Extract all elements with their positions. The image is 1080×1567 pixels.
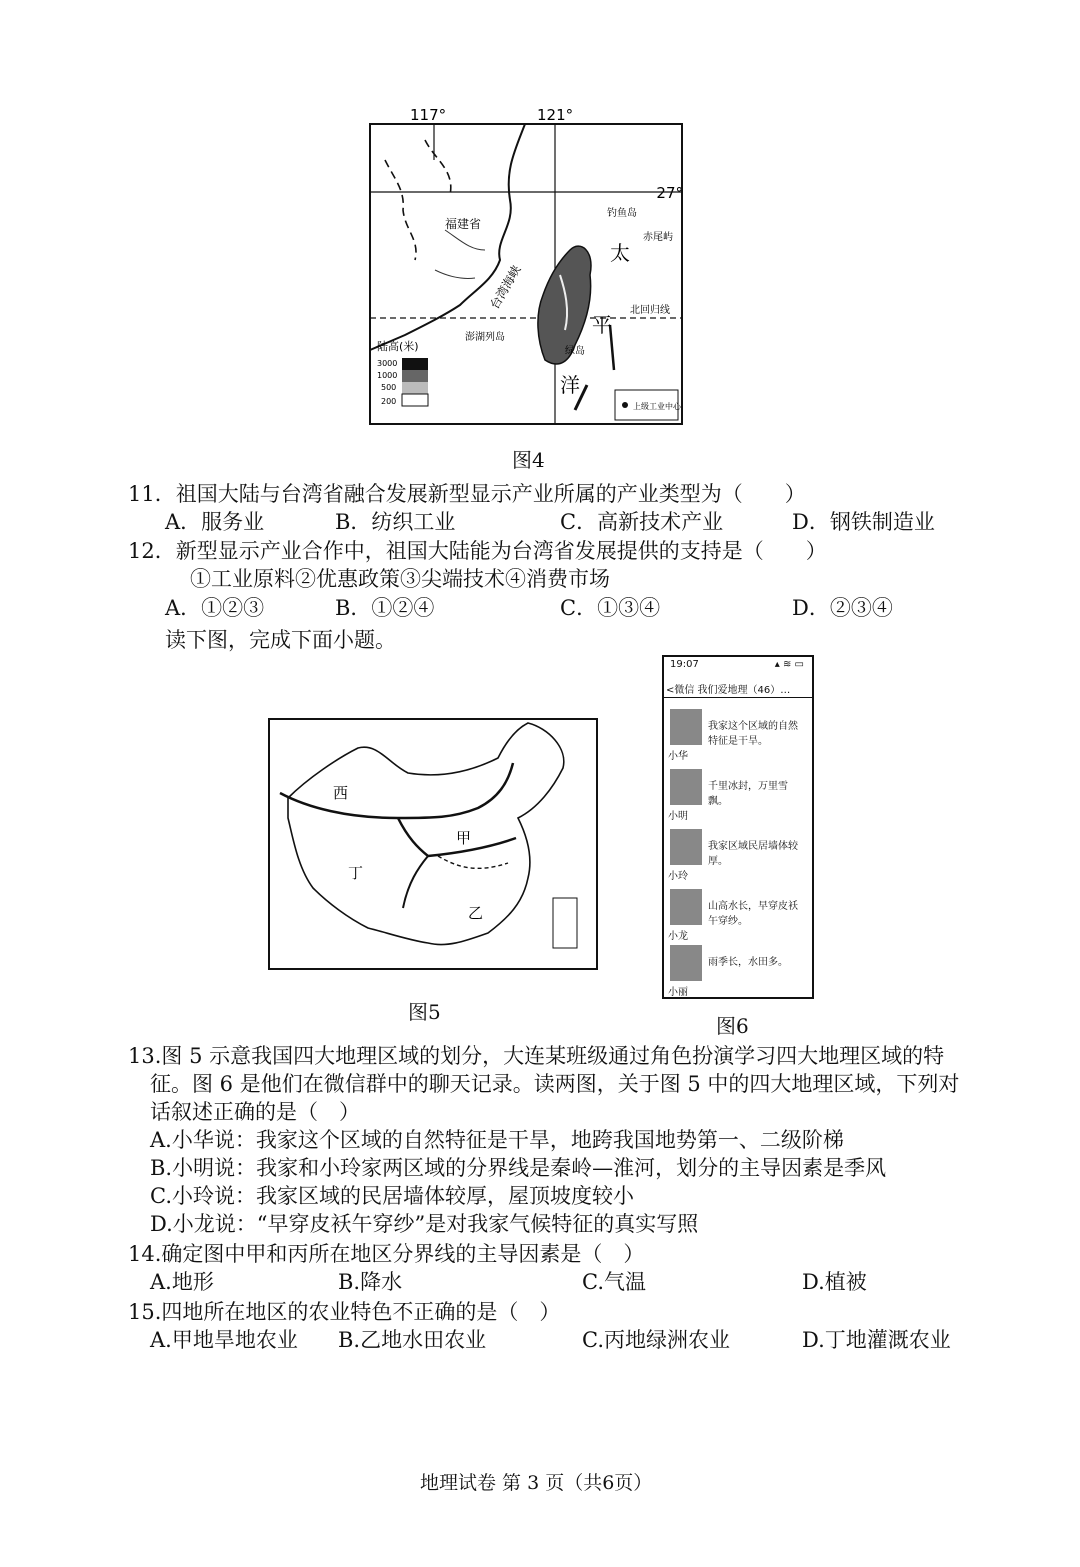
question-14-stem: 14.确定图中甲和丙所在地区分界线的主导因素是（ ） bbox=[128, 1242, 645, 1266]
section-intro: 读下图，完成下面小题。 bbox=[165, 628, 396, 652]
place-2-label: 赤尾屿 bbox=[643, 232, 673, 243]
message-2-name: 小明 bbox=[668, 811, 688, 822]
legend-level-2: 1000 bbox=[377, 371, 398, 380]
q12-option-b[interactable]: B．①②④ bbox=[335, 596, 435, 620]
region-xi-label: 西 bbox=[333, 784, 349, 802]
message-4-name: 小龙 bbox=[668, 931, 688, 942]
figure-5-map bbox=[268, 718, 598, 970]
ocean-char-2: 平 bbox=[592, 313, 612, 337]
q13-option-d[interactable]: D.小龙说：“早穿皮袄午穿纱”是对我家气候特征的真实写照 bbox=[150, 1212, 699, 1236]
q15-option-a[interactable]: A.甲地旱地农业 bbox=[150, 1328, 298, 1352]
lon-121-label: 121° bbox=[537, 106, 574, 124]
q15-option-c[interactable]: C.丙地绿洲农业 bbox=[582, 1328, 730, 1352]
region-jia-label: 甲 bbox=[456, 829, 472, 847]
avatar bbox=[670, 889, 702, 925]
question-13-stem-line-3: 话叙述正确的是（ ） bbox=[150, 1100, 360, 1124]
industry-center-symbol bbox=[622, 402, 628, 408]
legend-swatch-200 bbox=[402, 394, 428, 406]
q12-option-c[interactable]: C．①③④ bbox=[560, 596, 661, 620]
question-12-stem: 12．新型显示产业合作中，祖国大陆能为台湾省发展提供的支持是（ ） bbox=[128, 539, 827, 563]
message-1-text: 我家这个区域的自然特征是干旱。 bbox=[708, 721, 798, 747]
place-4-label: 澎湖列岛 bbox=[465, 332, 505, 343]
legend-level-3: 500 bbox=[381, 383, 397, 392]
q12-option-d[interactable]: D．②③④ bbox=[792, 596, 893, 620]
q14-option-d[interactable]: D.植被 bbox=[802, 1270, 867, 1294]
q13-option-c[interactable]: C.小玲说：我家区域的民居墙体较厚，屋顶坡度较小 bbox=[150, 1184, 634, 1208]
legend-level-1: 3000 bbox=[377, 359, 398, 368]
avatar bbox=[670, 769, 702, 805]
q11-option-d[interactable]: D．钢铁制造业 bbox=[792, 510, 935, 534]
q11-option-b[interactable]: B．纺织工业 bbox=[335, 510, 456, 534]
legend-swatch-500 bbox=[402, 382, 428, 394]
q13-option-a[interactable]: A.小华说：我家这个区域的自然特征是干旱，地跨我国地势第一、二级阶梯 bbox=[150, 1128, 844, 1152]
q11-option-a[interactable]: A．服务业 bbox=[165, 510, 265, 534]
ocean-char-1: 太 bbox=[610, 241, 630, 265]
question-11-stem: 11．祖国大陆与台湾省融合发展新型显示产业所属的产业类型为（ ） bbox=[128, 482, 806, 506]
legend-swatch-1000 bbox=[402, 370, 428, 382]
figure-6-phone bbox=[662, 655, 814, 999]
figure-4-caption: 图4 bbox=[512, 448, 545, 472]
q15-option-d[interactable]: D.丁地灌溉农业 bbox=[802, 1328, 951, 1352]
message-2-text: 千里冰封，万里雪飘。 bbox=[708, 781, 788, 807]
legend-level-4: 200 bbox=[381, 397, 397, 406]
message-4-text: 山高水长，早穿皮袄午穿纱。 bbox=[708, 901, 798, 927]
message-5-name: 小丽 bbox=[668, 987, 688, 998]
place-3-label: 北回归线 bbox=[630, 305, 670, 316]
message-5-text: 雨季长，水田多。 bbox=[708, 957, 788, 968]
place-1-label: 钓鱼岛 bbox=[607, 208, 637, 219]
avatar bbox=[670, 709, 702, 745]
avatar bbox=[670, 829, 702, 865]
message-1-name: 小华 bbox=[668, 751, 688, 762]
figure-5-caption: 图5 bbox=[408, 1000, 441, 1024]
q14-option-c[interactable]: C.气温 bbox=[582, 1270, 646, 1294]
chat-title: <微信 我们爱地理（46）… bbox=[666, 685, 791, 696]
message-3-name: 小玲 bbox=[668, 871, 688, 882]
province-label: 福建省 bbox=[445, 217, 482, 231]
place-5-label: 绿岛 bbox=[565, 346, 585, 357]
q12-option-a[interactable]: A．①②③ bbox=[165, 596, 265, 620]
q11-option-c[interactable]: C．高新技术产业 bbox=[560, 510, 724, 534]
figure-4-map bbox=[365, 100, 695, 430]
legend-swatch-3000 bbox=[402, 358, 428, 370]
message-3-text: 我家区域民居墙体较厚。 bbox=[708, 841, 798, 867]
ocean-char-3: 洋 bbox=[560, 373, 580, 397]
region-yi-label: 乙 bbox=[468, 904, 484, 922]
q13-option-b[interactable]: B.小明说：我家和小玲家两区域的分界线是秦岭—淮河，划分的主导因素是季风 bbox=[150, 1156, 887, 1180]
q12-items: ①工业原料②优惠政策③尖端技术④消费市场 bbox=[190, 567, 610, 591]
q14-option-b[interactable]: B.降水 bbox=[338, 1270, 403, 1294]
legend-box-label: 上级工业中心 bbox=[633, 402, 681, 411]
strait-label: 台湾海峡 bbox=[487, 262, 524, 312]
region-ding-label: 丁 bbox=[348, 864, 364, 882]
question-13-stem-line-2: 征。图 6 是他们在微信群中的聊天记录。读两图，关于图 5 中的四大地理区域，下列对 bbox=[150, 1072, 960, 1096]
q14-option-a[interactable]: A.地形 bbox=[150, 1270, 214, 1294]
question-13-stem-line-1: 13.图 5 示意我国四大地理区域的划分，大连某班级通过角色扮演学习四大地理区域的特 bbox=[128, 1044, 945, 1068]
avatar bbox=[670, 945, 702, 981]
q15-option-b[interactable]: B.乙地水田农业 bbox=[338, 1328, 487, 1352]
question-15-stem: 15.四地所在地区的农业特色不正确的是（ ） bbox=[128, 1300, 561, 1324]
signal-icon: ▴ ≋ ▭ bbox=[774, 659, 804, 670]
figure-6-caption: 图6 bbox=[716, 1014, 749, 1038]
legend-title: 陆高(米) bbox=[377, 340, 419, 353]
phone-time: 19:07 bbox=[670, 659, 699, 670]
lat-27-label: 27° bbox=[656, 184, 683, 202]
lon-117-label: 117° bbox=[410, 106, 447, 124]
page-footer: 地理试卷 第 3 页（共6页） bbox=[420, 1472, 653, 1494]
